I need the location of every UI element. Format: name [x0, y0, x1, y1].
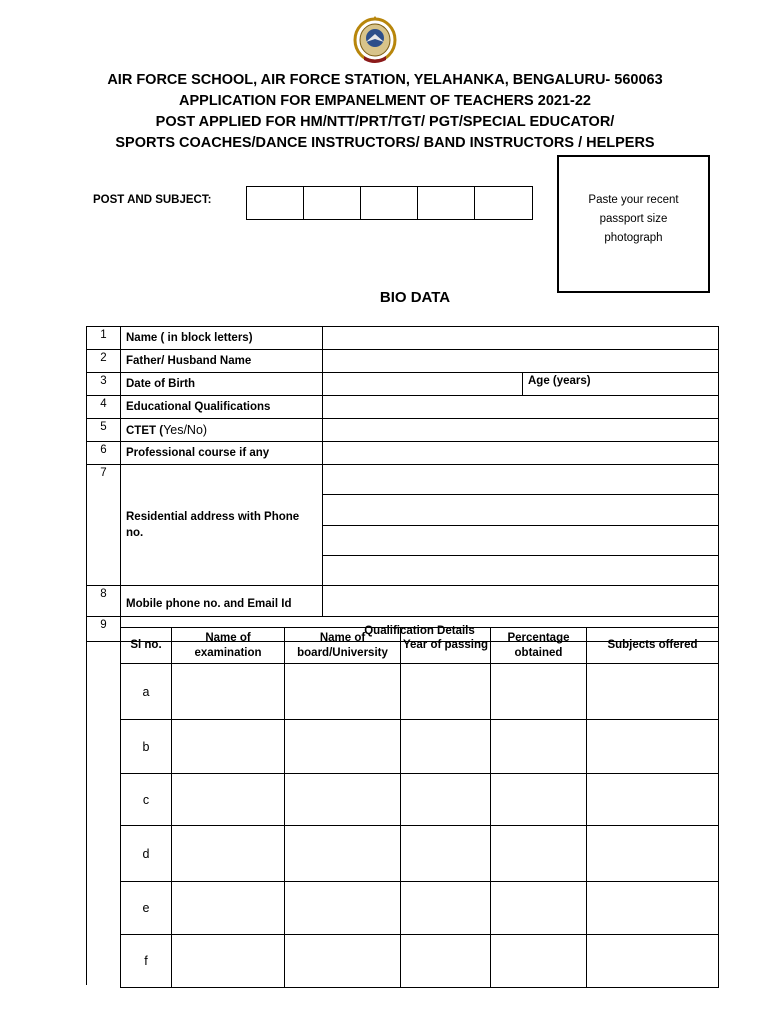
post-box-2[interactable]: [304, 187, 361, 219]
field-input-mobile[interactable]: [323, 586, 719, 617]
field-input-address-2[interactable]: [323, 495, 719, 525]
row-number: 7: [87, 465, 121, 586]
table-row: [121, 720, 719, 774]
row-number: 9: [87, 617, 121, 642]
col-header-subjects: Subjects offered: [587, 628, 719, 664]
table-row: [87, 327, 719, 350]
cell-exam[interactable]: [172, 882, 285, 935]
cell-year[interactable]: [401, 826, 491, 882]
section-title: BIO DATA: [379, 289, 451, 306]
field-label-dob: Date of Birth: [121, 373, 323, 396]
ctet-label: CTET (: [126, 425, 164, 437]
row-label: f: [121, 935, 172, 988]
cell-board[interactable]: [285, 774, 401, 826]
col-header-slno: Sl no.: [121, 628, 172, 664]
cell-exam[interactable]: [172, 826, 285, 882]
cell-board[interactable]: [285, 935, 401, 988]
table-row: [121, 774, 719, 826]
row-label: c: [121, 774, 172, 826]
row-label: b: [121, 720, 172, 774]
table-row: [87, 396, 719, 419]
qualification-details-title: Qualification Details: [121, 617, 719, 642]
col-header-board: Name of board/University: [285, 628, 401, 664]
field-label-professional: Professional course if any: [121, 442, 323, 465]
col-header-year: Year of passing: [401, 628, 491, 664]
cell-subjects[interactable]: [587, 664, 719, 720]
col-header-exam: Name of examination: [172, 628, 285, 664]
ctet-options: Yes/No): [163, 423, 208, 437]
qualification-table: [120, 627, 719, 988]
field-input-ctet[interactable]: [323, 419, 719, 442]
field-label-name: Name ( in block letters): [121, 327, 323, 350]
row-label: a: [121, 664, 172, 720]
cell-percentage[interactable]: [491, 664, 587, 720]
post-box-3[interactable]: [361, 187, 418, 219]
row-number: 4: [87, 396, 121, 419]
table-row: [87, 373, 719, 396]
school-title: AIR FORCE SCHOOL, AIR FORCE STATION, YELAHANKA, BENGALURU- 560063: [107, 72, 663, 88]
post-subject-label: POST AND SUBJECT:: [93, 194, 212, 206]
row-number: 8: [87, 586, 121, 617]
table-row: [87, 465, 719, 495]
post-box-4[interactable]: [418, 187, 475, 219]
cell-percentage[interactable]: [491, 826, 587, 882]
table-row: [121, 882, 719, 935]
field-label-address: Residential address with Phone no.: [121, 465, 323, 586]
field-input-name[interactable]: [323, 327, 719, 350]
field-input-address-4[interactable]: [323, 555, 719, 585]
row9-number-column: [86, 627, 120, 985]
photo-text-1: Paste your recent: [588, 194, 679, 206]
cell-subjects[interactable]: [587, 720, 719, 774]
cell-percentage[interactable]: [491, 882, 587, 935]
photo-text-2: passport size: [599, 213, 668, 225]
cell-subjects[interactable]: [587, 882, 719, 935]
field-input-dob[interactable]: [323, 373, 523, 396]
cell-exam[interactable]: [172, 774, 285, 826]
post-box-1[interactable]: [247, 187, 304, 219]
cell-percentage[interactable]: [491, 774, 587, 826]
field-label-ctet: [121, 419, 323, 442]
photo-text-3: photograph: [604, 232, 663, 244]
col-header-percentage: Percentage obtained: [491, 628, 587, 664]
cell-year[interactable]: [401, 774, 491, 826]
table-row: [87, 419, 719, 442]
field-input-professional[interactable]: [323, 442, 719, 465]
cell-board[interactable]: [285, 720, 401, 774]
table-row: [121, 826, 719, 882]
cell-year[interactable]: [401, 664, 491, 720]
field-label-father: Father/ Husband Name: [121, 350, 323, 373]
cell-board[interactable]: [285, 882, 401, 935]
cell-exam[interactable]: [172, 664, 285, 720]
row-number: 5: [87, 419, 121, 442]
cell-subjects[interactable]: [587, 774, 719, 826]
cell-board[interactable]: [285, 664, 401, 720]
row-number: 2: [87, 350, 121, 373]
cell-year[interactable]: [401, 882, 491, 935]
table-row: [87, 442, 719, 465]
row-label: d: [121, 826, 172, 882]
photo-box: [557, 155, 710, 293]
cell-percentage[interactable]: [491, 720, 587, 774]
table-row: [87, 586, 719, 617]
cell-exam[interactable]: [172, 720, 285, 774]
bio-data-table: [86, 326, 719, 642]
field-label-education: Educational Qualifications: [121, 396, 323, 419]
field-label-age: Age (years): [523, 373, 719, 396]
posts-line-1: POST APPLIED FOR HM/NTT/PRT/TGT/ PGT/SPECIAL EDUCATOR/: [155, 114, 615, 130]
cell-percentage[interactable]: [491, 935, 587, 988]
field-input-address-3[interactable]: [323, 525, 719, 555]
cell-subjects[interactable]: [587, 826, 719, 882]
row-number: 6: [87, 442, 121, 465]
table-header-row: [121, 628, 719, 664]
field-input-education[interactable]: [323, 396, 719, 419]
row-number: 1: [87, 327, 121, 350]
post-subject-boxes[interactable]: [246, 186, 533, 220]
posts-line-2: SPORTS COACHES/DANCE INSTRUCTORS/ BAND INSTRUCTORS / HELPERS: [115, 135, 655, 151]
cell-exam[interactable]: [172, 935, 285, 988]
table-row: [121, 935, 719, 988]
field-input-address-1[interactable]: [323, 465, 719, 495]
post-box-5[interactable]: [475, 187, 532, 219]
cell-year[interactable]: [401, 935, 491, 988]
table-row: [121, 664, 719, 720]
field-label-mobile: Mobile phone no. and Email Id: [121, 586, 323, 617]
field-input-father[interactable]: [323, 350, 719, 373]
table-row: [87, 350, 719, 373]
application-title: APPLICATION FOR EMPANELMENT OF TEACHERS 2021-22: [179, 93, 591, 109]
row-number: 3: [87, 373, 121, 396]
school-emblem-icon: [352, 16, 398, 64]
row-label: e: [121, 882, 172, 935]
cell-subjects[interactable]: [587, 935, 719, 988]
cell-year[interactable]: [401, 720, 491, 774]
cell-board[interactable]: [285, 826, 401, 882]
